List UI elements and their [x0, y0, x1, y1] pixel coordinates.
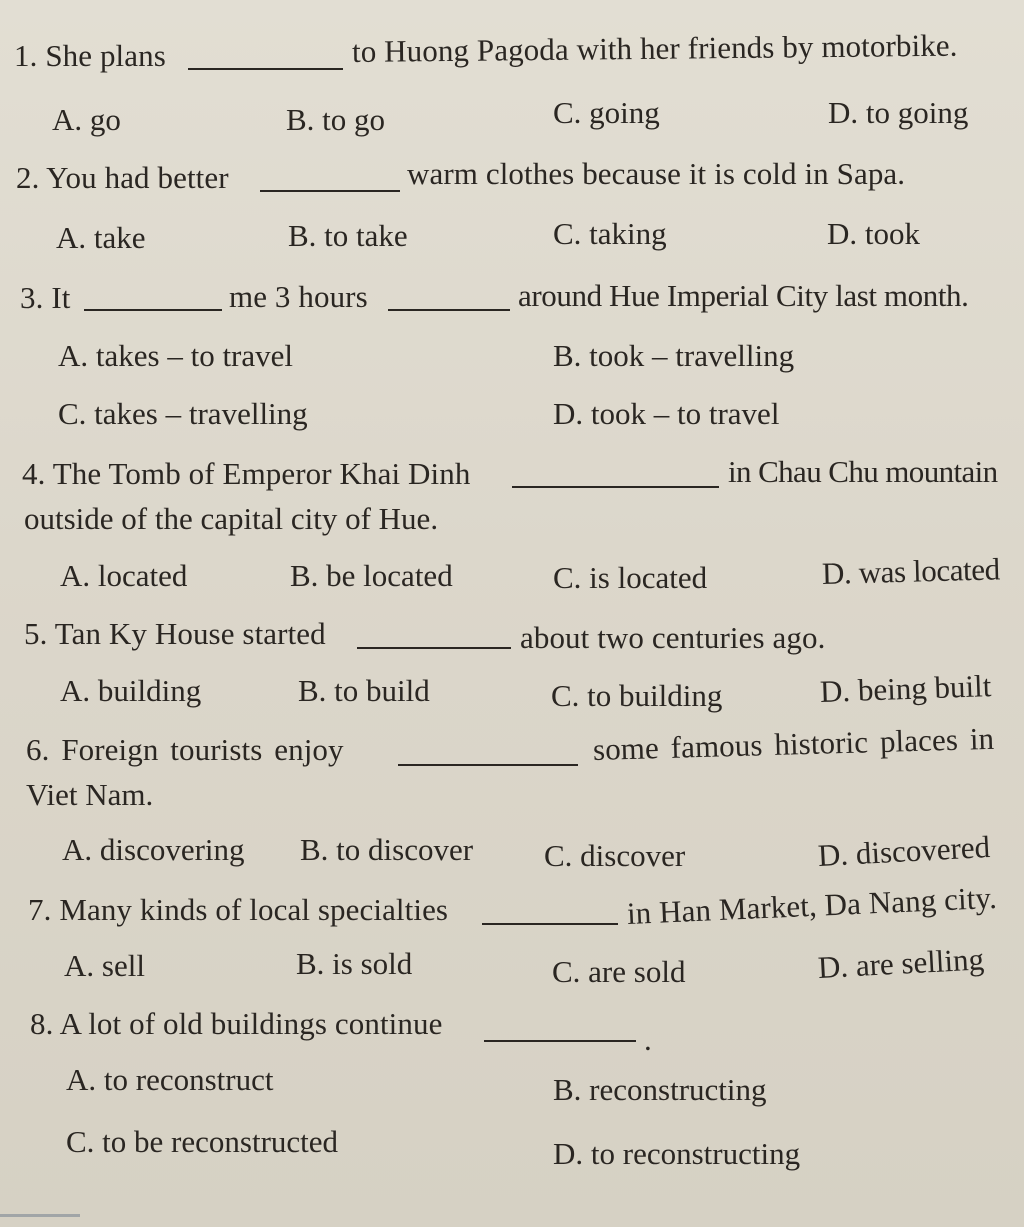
question-text: Tan Ky House started	[54, 616, 326, 651]
page-edge-decoration	[0, 1214, 80, 1227]
option-c: C. to be reconstructed	[66, 1124, 339, 1159]
answer-blank	[482, 923, 618, 925]
option-b: B. is sold	[296, 946, 413, 981]
answer-blank	[398, 764, 578, 766]
option-d: D. to reconstructing	[553, 1136, 801, 1171]
answer-blank	[512, 486, 719, 488]
question-4-stem	[22, 458, 470, 489]
option-c: C. are sold	[552, 954, 686, 989]
option-a: A. takes – to travel	[58, 338, 294, 373]
question-text: It	[51, 280, 71, 315]
question-4-text-line2: outside of the capital city of Hue.	[24, 501, 439, 536]
question-8-stem	[30, 1008, 442, 1039]
question-text: She plans	[45, 38, 166, 73]
option-d: D. took	[827, 216, 920, 251]
question-text: Foreign tourists enjoy	[61, 732, 344, 767]
option-c: C. takes – travelling	[58, 396, 308, 431]
question-number: 1.	[14, 38, 38, 73]
option-d: D. was located	[821, 551, 1001, 591]
option-d: D. are selling	[817, 941, 985, 985]
answer-blank	[260, 190, 400, 192]
question-text: A lot of old buildings continue	[59, 1006, 443, 1041]
option-c: C. taking	[553, 216, 667, 251]
question-8-text-after: .	[644, 1022, 652, 1057]
answer-blank	[484, 1040, 636, 1042]
question-6-text-line2: Viet Nam.	[26, 777, 154, 812]
option-d: D. discovered	[817, 829, 991, 873]
option-a: A. to reconstruct	[66, 1062, 274, 1097]
answer-blank	[188, 68, 343, 70]
answer-blank	[357, 647, 511, 649]
option-d: D. took – to travel	[553, 396, 780, 431]
option-c: C. is located	[553, 560, 708, 595]
question-text: The Tomb of Emperor Khai Dinh	[52, 456, 471, 491]
question-number: 4.	[22, 456, 46, 491]
question-3-text-after: around Hue Imperial City last month.	[518, 278, 969, 313]
option-a: A. building	[60, 673, 202, 708]
option-d: D. to going	[828, 95, 969, 130]
option-c: C. discover	[544, 838, 686, 873]
question-text: Many kinds of local specialties	[59, 892, 449, 927]
option-b: B. took – travelling	[553, 338, 795, 373]
option-b: B. to build	[298, 673, 430, 708]
question-1-text-after: to Huong Pagoda with her friends by motorbike.	[351, 27, 958, 69]
question-5-stem	[24, 618, 326, 649]
question-3-stem	[20, 282, 70, 313]
question-number: 8.	[30, 1006, 54, 1041]
question-number: 6.	[26, 732, 50, 767]
question-number: 5.	[24, 616, 48, 651]
option-b: B. to take	[288, 218, 408, 253]
question-2-text-after: warm clothes because it is cold in Sapa.	[407, 156, 906, 191]
option-a: A. located	[60, 558, 188, 593]
question-text: You had better	[46, 160, 229, 195]
option-b: B. reconstructing	[553, 1072, 767, 1107]
option-b: B. be located	[290, 558, 453, 593]
question-number: 3.	[20, 280, 44, 315]
option-a: A. discovering	[62, 832, 245, 867]
question-6-text-after: some famous historic places in	[592, 720, 995, 767]
option-b: B. to go	[286, 102, 386, 137]
option-c: C. going	[553, 95, 660, 130]
option-d: D. being built	[819, 668, 992, 709]
question-6-stem	[26, 734, 344, 765]
question-1-stem	[14, 40, 166, 71]
answer-blank	[388, 309, 510, 311]
question-5-text-after: about two centuries ago.	[520, 620, 826, 655]
question-number: 2.	[16, 160, 40, 195]
question-number: 7.	[28, 892, 52, 927]
option-a: A. sell	[64, 948, 145, 983]
answer-blank	[84, 309, 222, 311]
option-a: A. go	[52, 102, 121, 137]
question-7-stem	[28, 894, 448, 925]
option-c: C. to building	[551, 678, 723, 713]
option-a: A. take	[56, 220, 146, 255]
question-2-stem	[16, 162, 229, 193]
question-4-text-after: in Chau Chu mountain	[728, 454, 998, 489]
question-3-text-middle: me 3 hours	[229, 279, 368, 314]
question-7-text-after: in Han Market, Da Nang city.	[626, 879, 998, 931]
option-b: B. to discover	[300, 832, 474, 867]
